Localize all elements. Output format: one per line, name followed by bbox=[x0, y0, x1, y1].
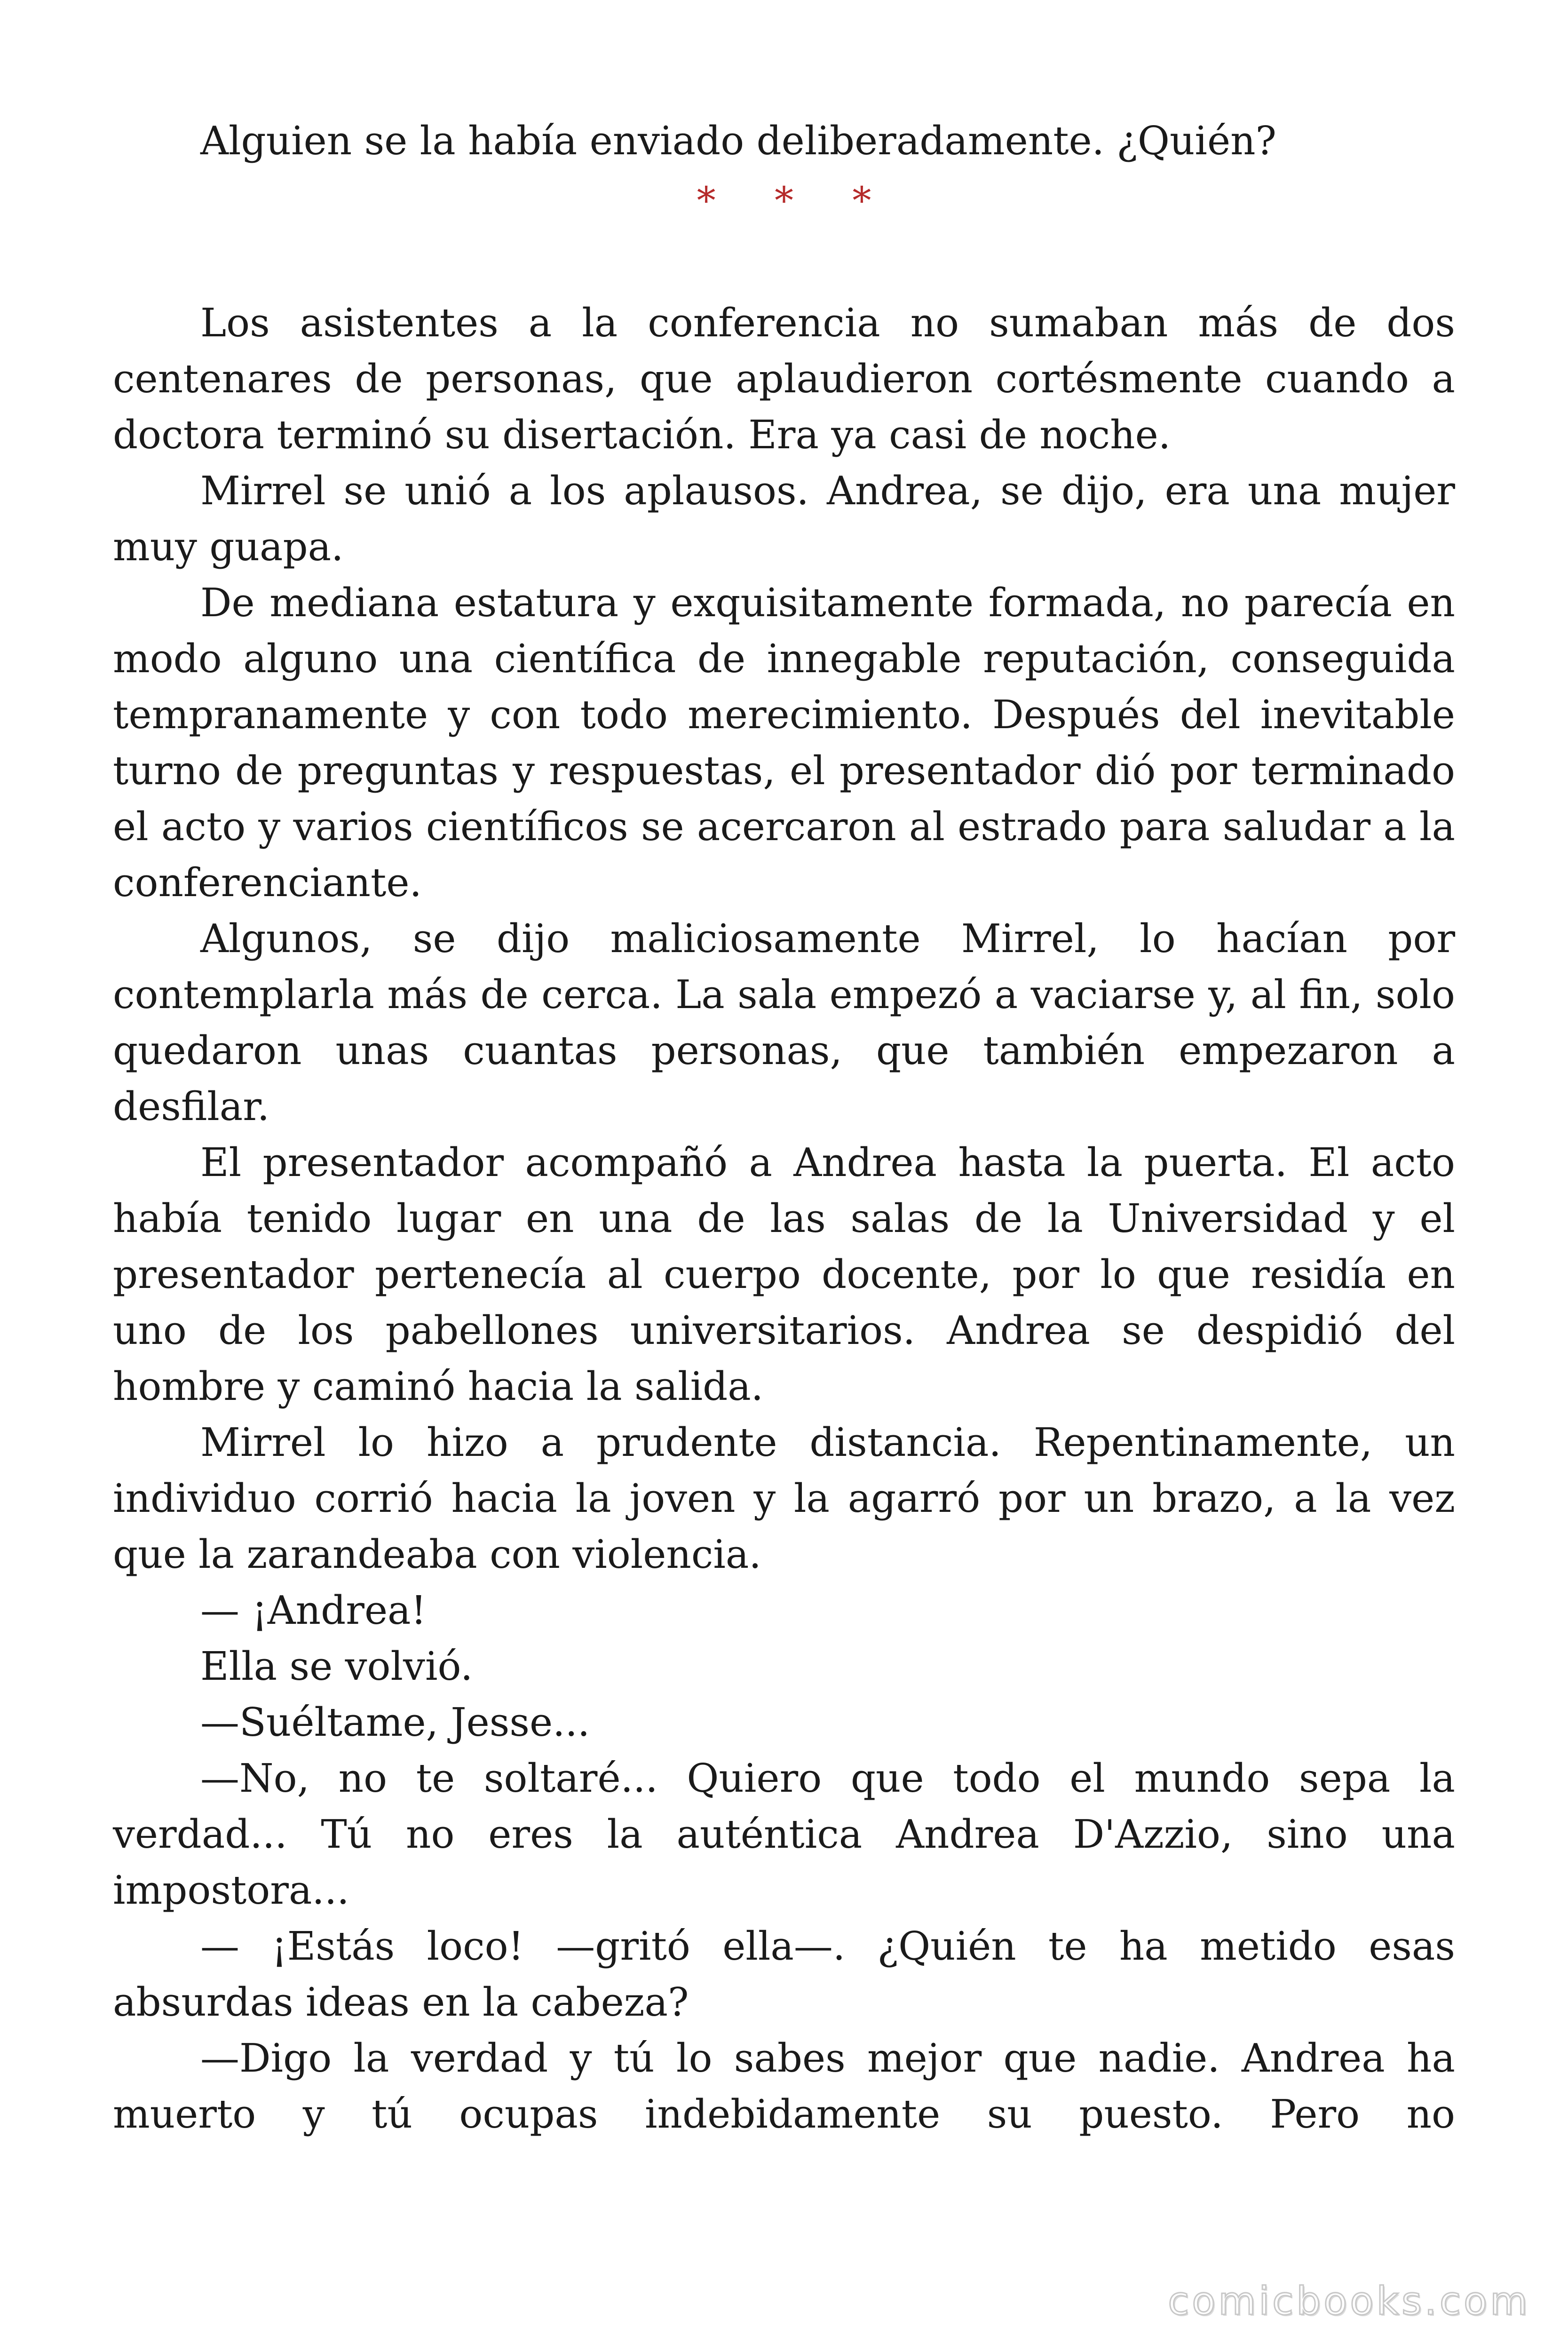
dialogue-line: — ¡Estás loco! —gritó ella—. ¿Quién te ha metido esas absurdas ideas en la cabeza? bbox=[113, 1923, 1455, 2025]
paragraph: Algunos, se dijo maliciosamente Mirrel, lo hacían por contemplarla más de cerca. La sala empezó a vaciarse y, al fin, solo quedaron unas cuantas personas, que también empezaron a desfilar. bbox=[113, 916, 1455, 1129]
book-page bbox=[113, 113, 1455, 2142]
scene-separator: * * * bbox=[697, 179, 895, 222]
paragraph: Mirrel lo hizo a prudente distancia. Repentinamente, un individuo corrió hacia la joven y la agarró por un brazo, a la vez que la zarandeaba con violencia. bbox=[113, 1420, 1455, 1577]
paragraph: Ella se volvió. bbox=[200, 1644, 473, 1689]
paragraph: De mediana estatura y exquisitamente formada, no parecía en modo alguno una científica de innegable reputación, conseguida tempranamente y con todo merecimiento. Después del inevitable turno de preguntas y respuestas, el presentador dió por terminado el acto y varios científicos se acercaron al estrado para saludar a la conferenciante. bbox=[113, 580, 1455, 906]
dialogue-line: —Digo la verdad y tú lo sabes mejor que nadie. Andrea ha muerto y tú ocupas indebidamente su puesto. Pero no bbox=[113, 2035, 1455, 2137]
paragraph: Los asistentes a la conferencia no sumaban más de dos centenares de personas, que aplaudieron cortésmente cuando a doctora terminó su disertación. Era ya casi de noche. bbox=[113, 300, 1455, 458]
paragraph: El presentador acompañó a Andrea hasta la puerta. El acto había tenido lugar en una de las salas de la Universidad y el presentador pertenecía al cuerpo docente, por lo que residía en uno de los pabellones universitarios. Andrea se despidió del hombre y caminó hacia la salida. bbox=[113, 1140, 1455, 1409]
dialogue-line: —Suéltame, Jesse... bbox=[200, 1700, 590, 1745]
paragraph-opening: Alguien se la había enviado deliberadamente. ¿Quién? bbox=[200, 118, 1277, 164]
dialogue-line: —No, no te soltaré... Quiero que todo el mundo sepa la verdad... Tú no eres la auténtica Andrea D'Azzio, sino una impostora... bbox=[113, 1756, 1455, 1913]
watermark: comicbooks.com bbox=[1168, 2279, 1530, 2324]
paragraph: Mirrel se unió a los aplausos. Andrea, se dijo, era una mujer muy guapa. bbox=[113, 468, 1455, 570]
dialogue-line: — ¡Andrea! bbox=[200, 1588, 427, 1633]
